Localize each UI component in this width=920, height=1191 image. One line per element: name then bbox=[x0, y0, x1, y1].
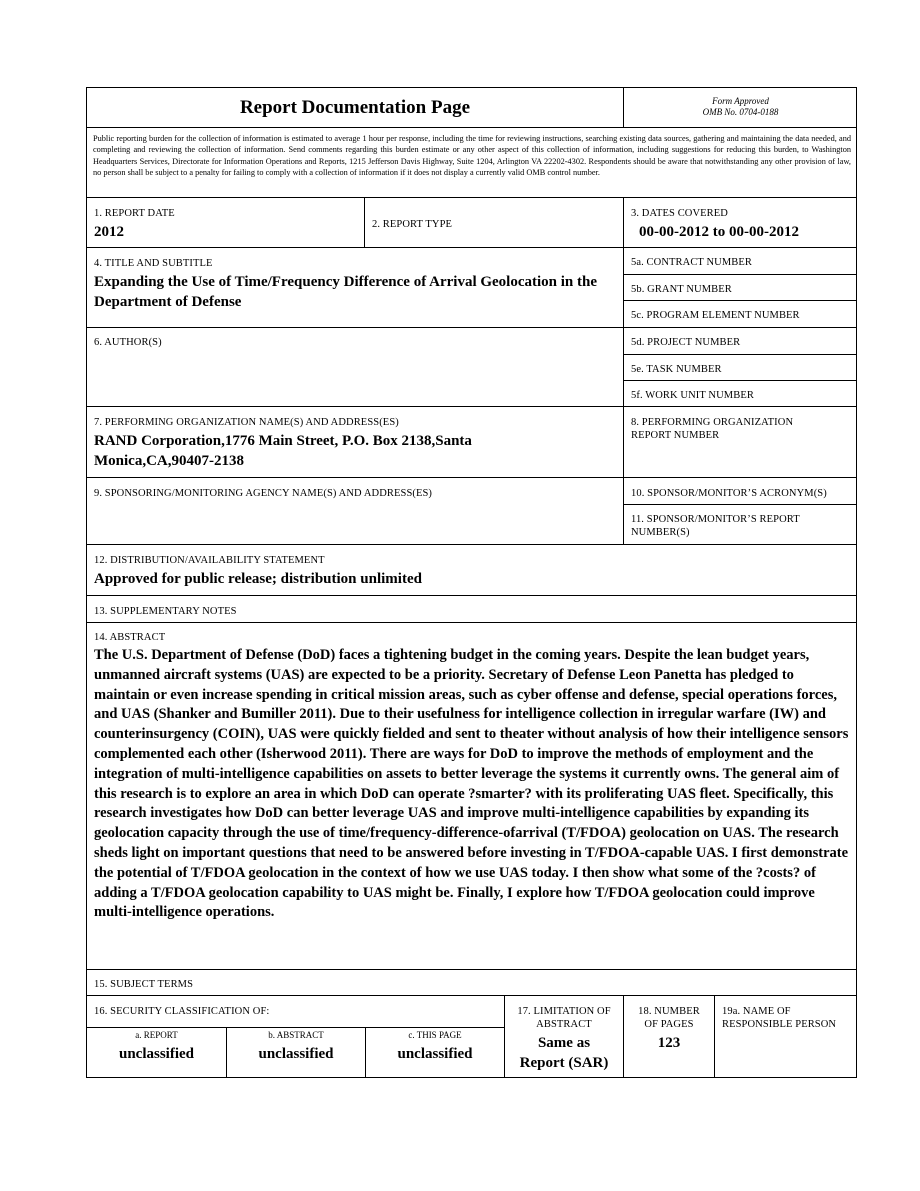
dates-covered-label: 3. DATES COVERED bbox=[631, 208, 728, 219]
security-classification-label: 16. SECURITY CLASSIFICATION OF: bbox=[94, 1006, 270, 1017]
performing-org-cell bbox=[87, 406, 623, 477]
work-unit-label: 5f. WORK UNIT NUMBER bbox=[631, 390, 754, 401]
sponsoring-agency-cell bbox=[87, 477, 623, 544]
page-title: Report Documentation Page bbox=[239, 97, 471, 118]
project-number-cell bbox=[623, 327, 857, 354]
abstract-cell bbox=[87, 622, 857, 969]
pages-cell bbox=[623, 995, 714, 1078]
supplementary-cell bbox=[87, 595, 857, 622]
subject-terms-cell bbox=[87, 969, 857, 995]
report-documentation-form bbox=[86, 87, 857, 1078]
contract-number-label: 5a. CONTRACT NUMBER bbox=[631, 257, 753, 268]
performing-org-value: RAND Corporation,1776 Main Street, P.O. Box 2138,Santa Monica,CA,90407-2138 bbox=[94, 433, 472, 469]
work-unit-cell bbox=[623, 380, 857, 406]
burden-statement-cell bbox=[87, 127, 857, 197]
title-cell bbox=[87, 247, 623, 327]
form-approved-cell bbox=[623, 88, 857, 127]
form-title-cell bbox=[87, 88, 623, 127]
subject-terms-label: 15. SUBJECT TERMS bbox=[94, 979, 194, 990]
performing-report-cell bbox=[623, 406, 857, 477]
security-abstract-label: b. ABSTRACT bbox=[268, 1030, 324, 1040]
report-date-cell bbox=[87, 197, 364, 247]
sponsor-acronym-cell bbox=[623, 477, 857, 504]
limitation-label-line1: 17. LIMITATION OF bbox=[517, 1006, 611, 1017]
contract-number-cell bbox=[623, 247, 857, 274]
distribution-value: Approved for public release; distribution unlimited bbox=[94, 571, 422, 587]
omb-number: OMB No. 0704-0188 bbox=[702, 107, 779, 117]
grant-number-cell bbox=[623, 274, 857, 300]
security-report-label: a. REPORT bbox=[135, 1030, 178, 1040]
dates-covered-cell bbox=[623, 197, 857, 247]
report-type-label: 2. REPORT TYPE bbox=[372, 219, 453, 230]
pages-label-line1: 18. NUMBER bbox=[638, 1006, 700, 1017]
performing-org-label: 7. PERFORMING ORGANIZATION NAME(S) AND ADDRESS(ES) bbox=[94, 417, 399, 428]
burden-statement: Public reporting burden for the collection of information is estimated to average 1 hour per response, including the time for reviewing instructions, searching existing data sources, gathering and maintaining the data needed, and completing and reviewing the collection of information. Send comments regarding this burden estimate or any other aspect of this collection of information, including suggestions for reducing this burden, to Washington Headquarters Services, Directorate for Information Operations and Reports, 1215 Jefferson Davis Highway, Suite 1204, Arlington VA 22202-4302. Respondents should be aware that notwithstanding any other provision of law, no person shall be subject to a penalty for failing to comply with a collection of information if it does not display a currently valid OMB control number. bbox=[93, 134, 851, 177]
report-date-label: 1. REPORT DATE bbox=[94, 208, 175, 219]
pages-value: 123 bbox=[657, 1035, 681, 1051]
program-element-label: 5c. PROGRAM ELEMENT NUMBER bbox=[631, 310, 800, 321]
authors-label: 6. AUTHOR(S) bbox=[94, 337, 162, 348]
task-number-label: 5e. TASK NUMBER bbox=[631, 364, 722, 375]
security-page-value: unclassified bbox=[397, 1046, 473, 1062]
dates-covered-value: 00-00-2012 to 00-00-2012 bbox=[639, 224, 799, 240]
supplementary-label: 13. SUPPLEMENTARY NOTES bbox=[94, 606, 237, 617]
distribution-cell bbox=[87, 544, 857, 595]
security-abstract-value: unclassified bbox=[258, 1046, 334, 1062]
performing-report-label: 8. PERFORMING ORGANIZATION REPORT NUMBER bbox=[631, 417, 794, 441]
grant-number-label: 5b. GRANT NUMBER bbox=[631, 284, 732, 295]
project-number-label: 5d. PROJECT NUMBER bbox=[631, 337, 741, 348]
pages-label-line2: OF PAGES bbox=[644, 1019, 694, 1030]
security-page-label: c. THIS PAGE bbox=[408, 1030, 462, 1040]
limitation-value-line1: Same as bbox=[537, 1035, 591, 1051]
report-date-value: 2012 bbox=[94, 224, 124, 240]
security-classification-cell bbox=[87, 995, 504, 1027]
form-approved-label: Form Approved bbox=[712, 96, 769, 106]
authors-cell bbox=[87, 327, 623, 406]
limitation-label-line2: ABSTRACT bbox=[536, 1019, 592, 1030]
abstract-label: 14. ABSTRACT bbox=[94, 632, 166, 643]
responsible-label-line1: 19a. NAME OF bbox=[722, 1006, 791, 1017]
title-value: Expanding the Use of Time/Frequency Difference of Arrival Geolocation in the Department of Defense bbox=[94, 274, 598, 310]
sponsoring-agency-label: 9. SPONSORING/MONITORING AGENCY NAME(S) AND ADDRESS(ES) bbox=[94, 488, 433, 499]
program-element-cell bbox=[623, 300, 857, 327]
security-report-cell bbox=[87, 1027, 226, 1078]
abstract-text: The U.S. Department of Defense (DoD) faces a tightening budget in the coming years. Despite the lean budget years, unmanned aircraft systems (UAS) are expected to be a priority. Secretary of Defense Leon Panetta has pledged to maintain or even increase spending in critical mission areas, such as cyber offense and defense, special operations forces, and UAS (Shanker and Bumiller 2011). Due to their usefulness for intelligence collection in irregular warfare (IW) and counterinsurgency (COIN), UAS were quickly fielded and sent to theater without analysis of how their intelligence sensors complemented each other (Isherwood 2011). There are ways for DoD to improve the methods of employment and the integration of multi-intelligence capabilities on assets to better leverage the systems it currently owns. The general aim of this research is to explore an area in which DoD can operate ?smarter? with its proliferating UAS fleet. Specifically, this research investigates how DoD can better leverage UAS and improve multi-intelligence capabilities by expanding its geolocation capacity through the use of time/frequency-difference-ofarrival (T/FDOA) geolocation on UAS. The research sheds light on important questions that need to be answered before investing in T/FDOA-capable UAS. I first demonstrate the potential of T/FDOA geolocation in the context of how we use UAS today. I then show what some of the ?costs? of adding a T/FDOA geolocation capability to UAS might be. Finally, I explore how T/FDOA geolocation could improve multi-intelligence operations. bbox=[94, 647, 849, 921]
responsible-label-line2: RESPONSIBLE PERSON bbox=[722, 1019, 837, 1030]
security-abstract-cell bbox=[226, 1027, 365, 1078]
limitation-value-line2: Report (SAR) bbox=[519, 1055, 609, 1071]
sponsor-report-cell bbox=[623, 504, 857, 544]
sponsor-acronym-label: 10. SPONSOR/MONITOR’S ACRONYM(S) bbox=[631, 488, 827, 499]
task-number-cell bbox=[623, 354, 857, 380]
title-label: 4. TITLE AND SUBTITLE bbox=[94, 258, 213, 269]
distribution-label: 12. DISTRIBUTION/AVAILABILITY STATEMENT bbox=[94, 555, 325, 566]
report-type-cell bbox=[364, 197, 623, 247]
sponsor-report-label: 11. SPONSOR/MONITOR’S REPORT NUMBER(S) bbox=[631, 514, 800, 538]
limitation-cell bbox=[504, 995, 623, 1078]
security-report-value: unclassified bbox=[118, 1046, 194, 1062]
responsible-person-cell bbox=[714, 995, 857, 1078]
security-page-cell bbox=[365, 1027, 504, 1078]
